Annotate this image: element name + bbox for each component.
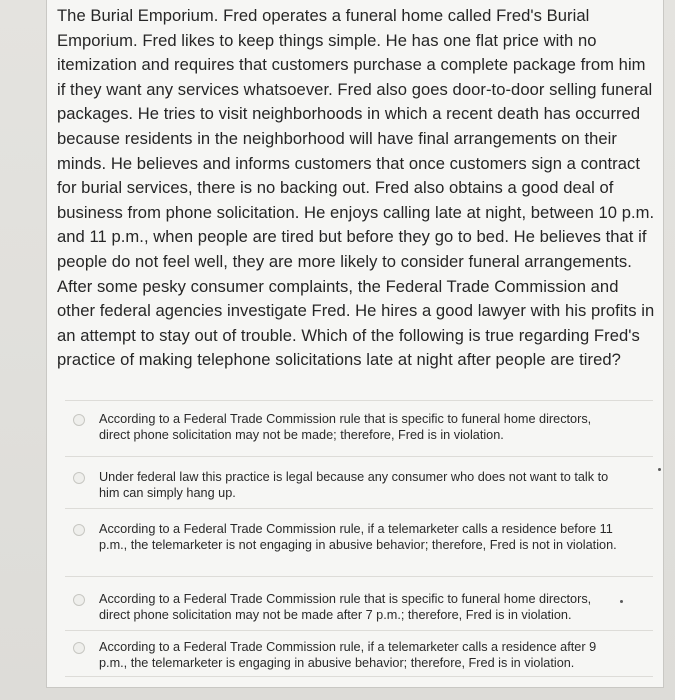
radio-button-5[interactable] — [73, 642, 85, 654]
answer-option-2[interactable] — [65, 456, 653, 508]
screen-speck — [620, 600, 623, 603]
radio-button-1[interactable] — [73, 414, 85, 426]
answer-option-label: Under federal law this practice is legal because any consumer who does not want to talk to him can simply hang up. — [99, 470, 609, 500]
radio-button-4[interactable] — [73, 594, 85, 606]
answer-option-label: According to a Federal Trade Commission rule that is specific to funeral home directors, direct phone solicitation may not be made; therefore, Fred is in violation. — [99, 412, 592, 442]
radio-button-3[interactable] — [73, 524, 85, 536]
answer-option-label: According to a Federal Trade Commission rule that is specific to funeral home directors, direct phone solicitation may not be made after 7 p.m.; therefore, Fred is in violation. — [99, 592, 592, 622]
answer-option-label: According to a Federal Trade Commission rule, if a telemarketer calls a residence before 11 p.m., the telemarketer is not engaging in abusive behavior; therefore, Fred is not in violation. — [99, 522, 617, 552]
answer-option-1[interactable] — [65, 400, 653, 456]
question-card — [46, 0, 664, 688]
question-text: The Burial Emporium. Fred operates a funeral home called Fred's Burial Emporium. Fred likes to keep things simple. He has one flat price with no itemization and requires that customers purchase a complete package from him if they want any services whatsoever. Fred also goes door-to-door selling funeral packages. He tries to visit neighborhoods in which a recent death has occurred because residents in the neighborhood will have final arrangements on their minds. He believes and informs customers that once customers sign a contract for burial services, there is no backing out. Fred also obtains a good deal of business from phone solicitation. He enjoys calling late at night, between 10 p.m. and 11 p.m., when people are tired but before they go to bed. He believes that if people do not feel well, they are more likely to consider funeral arrangements. After some pesky consumer complaints, the Federal Trade Commission and other federal agencies investigate Fred. He hires a good lawyer with his profits in an attempt to stay out of trouble. Which of the following is true regarding Fred's practice of making telephone solicitations late at night after people are tired? — [57, 6, 655, 370]
answer-option-4[interactable] — [65, 576, 653, 630]
radio-button-2[interactable] — [73, 472, 85, 484]
screen-speck — [658, 468, 661, 471]
answer-option-label: According to a Federal Trade Commission rule, if a telemarketer calls a residence after 9 p.m., the telemarketer is engaging in abusive behavior; therefore, Fred is in violation. — [99, 640, 597, 670]
answer-option-3[interactable] — [65, 508, 653, 576]
answer-option-5[interactable] — [65, 630, 653, 677]
answer-options — [65, 400, 653, 677]
